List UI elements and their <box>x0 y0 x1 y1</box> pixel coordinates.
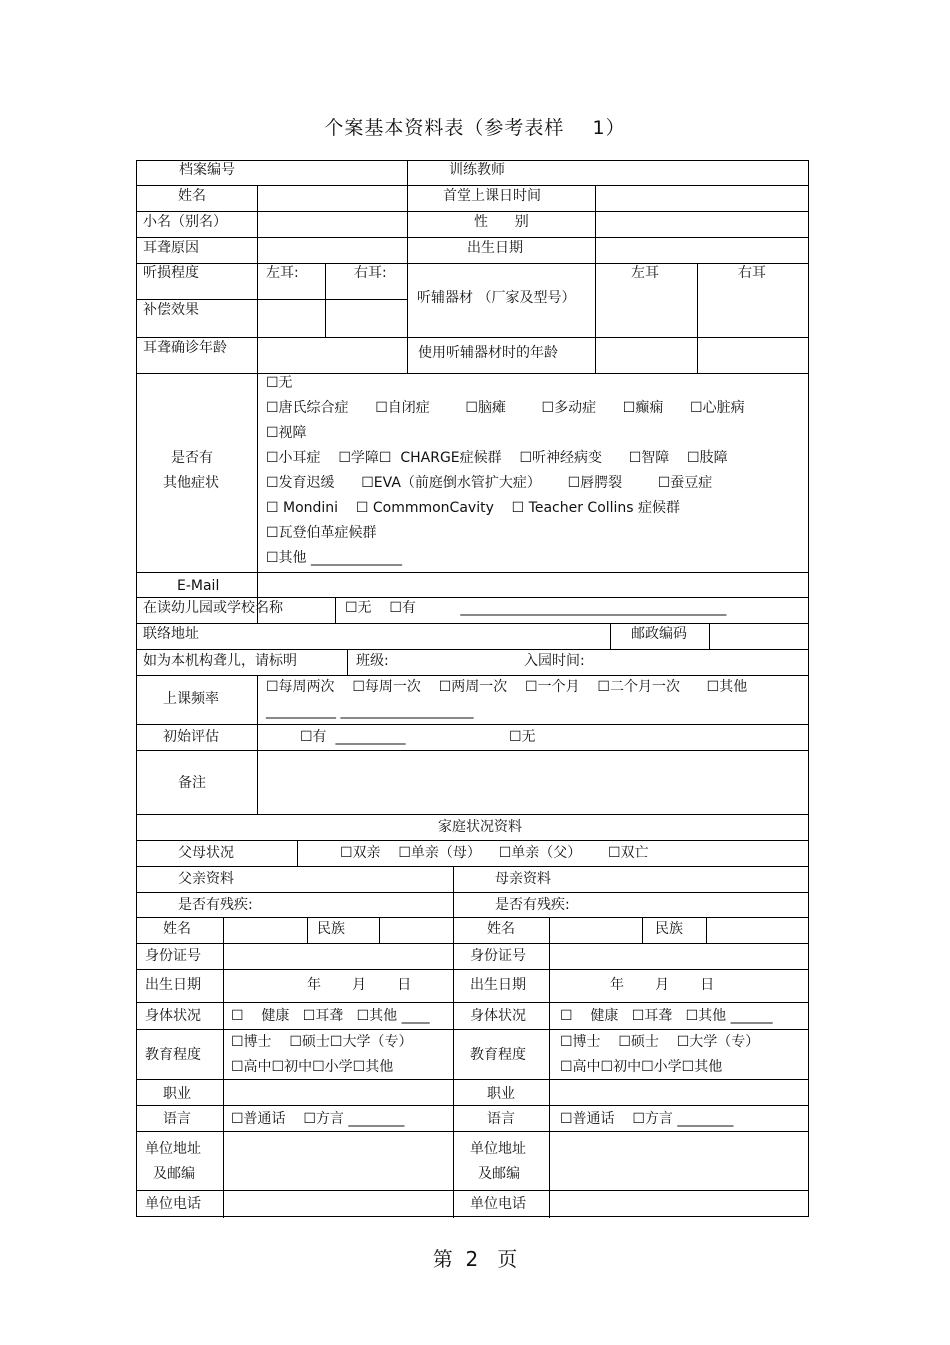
label-school: 在读幼儿园或学校名称 <box>143 600 283 616</box>
label-compensation: 补偿效果 <box>143 302 199 318</box>
label-mother-job: 职业 <box>487 1086 515 1102</box>
label-birth-date: 出生日期 <box>467 240 523 256</box>
label-diagnosis-age: 耳聋确诊年龄 <box>143 340 227 356</box>
label-deaf-cause: 耳聋原因 <box>143 240 199 256</box>
label-class: 班级: <box>356 653 389 669</box>
label-hearing-loss: 听损程度 <box>143 265 199 281</box>
label-mother-disability: 是否有残疾: <box>495 897 570 913</box>
father-education-line2[interactable]: ☐高中☐初中☐小学☐其他 <box>231 1059 394 1075</box>
mother-education-line1[interactable]: ☐博士 ☐硕士 ☐大学（专） <box>560 1034 760 1050</box>
label-teacher: 训练教师 <box>449 162 505 178</box>
label-right-ear-aid: 右耳 <box>738 265 766 281</box>
label-name: 姓名 <box>178 188 206 204</box>
label-parents: 父母状况 <box>178 845 234 861</box>
label-father-info: 父亲资料 <box>178 871 234 887</box>
label-mother-info: 母亲资料 <box>495 871 551 887</box>
symptom-option-line[interactable]: ☐其他 _____________ <box>266 550 403 566</box>
symptom-option-line[interactable]: ☐视障 <box>266 425 307 441</box>
label-father-education: 教育程度 <box>145 1047 201 1063</box>
symptom-option-line[interactable]: ☐唐氏综合症 ☐自闭症 ☐脑瘫 ☐多动症 ☐癫痫 ☐心脏病 <box>266 400 745 416</box>
label-mother-name: 姓名 <box>487 921 515 937</box>
symptom-option-line[interactable]: ☐ Mondini ☐ CommmonCavity ☐ Teacher Collins 症候群 <box>266 500 681 516</box>
label-remarks: 备注 <box>178 775 206 791</box>
label-father-unit-phone: 单位电话 <box>145 1196 201 1212</box>
label-frequency: 上课频率 <box>163 691 219 707</box>
label-father-name: 姓名 <box>163 921 191 937</box>
label-father-ethnic: 民族 <box>317 921 345 937</box>
label-father-language: 语言 <box>163 1111 191 1127</box>
label-other-symptoms-1: 是否有 <box>171 450 213 466</box>
label-email: E-Mail <box>177 578 220 594</box>
mother-language-options[interactable]: ☐普通话 ☐方言 ________ <box>560 1111 734 1127</box>
father-language-options[interactable]: ☐普通话 ☐方言 ________ <box>231 1111 405 1127</box>
label-aid-age: 使用听辅器材时的年龄 <box>418 345 558 361</box>
label-father-unit-address-1: 单位地址 <box>145 1141 201 1157</box>
mother-health-options[interactable]: ☐ 健康 ☐耳聋 ☐其他 ______ <box>560 1008 773 1024</box>
label-mother-birth: 出生日期 <box>470 977 526 993</box>
label-mother-unit-phone: 单位电话 <box>470 1196 526 1212</box>
mother-education-line2[interactable]: ☐高中☐初中☐小学☐其他 <box>560 1059 723 1075</box>
label-father-id: 身份证号 <box>145 948 201 964</box>
label-first-class: 首堂上课日时间 <box>443 188 541 204</box>
label-nickname: 小名（别名） <box>143 214 227 230</box>
eval-no-option[interactable]: ☐无 <box>509 729 536 745</box>
symptom-option-line[interactable]: ☐发育迟缓 ☐EVA（前庭倒水管扩大症） ☐唇腭裂 ☐蚕豆症 <box>266 475 713 491</box>
parents-options[interactable]: ☐双亲 ☐单亲（母） ☐单亲（父） ☐双亡 <box>340 845 649 861</box>
label-mother-health: 身体状况 <box>470 1008 526 1024</box>
label-right-ear: 右耳: <box>354 265 387 281</box>
label-postcode: 邮政编码 <box>631 626 687 642</box>
symptom-option-line[interactable]: ☐小耳症 ☐学障☐ CHARGE症候群 ☐听神经病变 ☐智障 ☐肢障 <box>266 450 728 466</box>
eval-yes-option[interactable]: ☐有 __________ <box>300 729 406 745</box>
school-options[interactable]: ☐无 ☐有 ______________________________________ <box>345 600 727 616</box>
label-mother-unit-address-2: 及邮编 <box>478 1166 520 1182</box>
father-health-options[interactable]: ☐ 健康 ☐耳聋 ☐其他 ____ <box>231 1008 430 1024</box>
label-father-disability: 是否有残疾: <box>178 897 253 913</box>
label-father-unit-address-2: 及邮编 <box>153 1166 195 1182</box>
label-mother-id: 身份证号 <box>470 948 526 964</box>
label-aid-device: 听辅器材 （厂家及型号） <box>417 290 576 306</box>
label-file-no: 档案编号 <box>179 162 235 178</box>
label-address: 联络地址 <box>143 626 199 642</box>
label-mother-ethnic: 民族 <box>655 921 683 937</box>
label-father-job: 职业 <box>163 1086 191 1102</box>
father-birth-ymd: 年 月 日 <box>307 977 412 993</box>
section-family: 家庭状况资料 <box>438 819 522 835</box>
father-education-line1[interactable]: ☐博士 ☐硕士☐大学（专） <box>231 1034 413 1050</box>
symptom-option-line[interactable]: ☐瓦登伯革症候群 <box>266 525 377 541</box>
mother-birth-ymd: 年 月 日 <box>610 977 715 993</box>
frequency-options[interactable]: ☐每周两次 ☐每周一次 ☐两周一次 ☐一个月 ☐二个月一次 ☐其他 <box>266 679 748 695</box>
label-enroll-time: 入园时间: <box>524 653 585 669</box>
page-title: 个案基本资料表（参考表样 1） <box>324 117 626 139</box>
label-mother-language: 语言 <box>487 1111 515 1127</box>
label-left-ear: 左耳: <box>266 265 299 281</box>
frequency-blank: __________ ___________________ <box>266 703 474 719</box>
label-gender: 性 别 <box>474 214 529 230</box>
label-our-deaf: 如为本机构聋儿，请标明 <box>143 653 297 669</box>
label-mother-unit-address-1: 单位地址 <box>470 1141 526 1157</box>
label-father-birth: 出生日期 <box>145 977 201 993</box>
page-number: 第 2 页 <box>432 1247 518 1271</box>
label-mother-education: 教育程度 <box>470 1047 526 1063</box>
symptom-option-line[interactable]: ☐无 <box>266 375 293 391</box>
label-other-symptoms-2: 其他症状 <box>163 475 219 491</box>
label-father-health: 身体状况 <box>145 1008 201 1024</box>
label-initial-eval: 初始评估 <box>163 729 219 745</box>
label-left-ear-aid: 左耳 <box>631 265 659 281</box>
